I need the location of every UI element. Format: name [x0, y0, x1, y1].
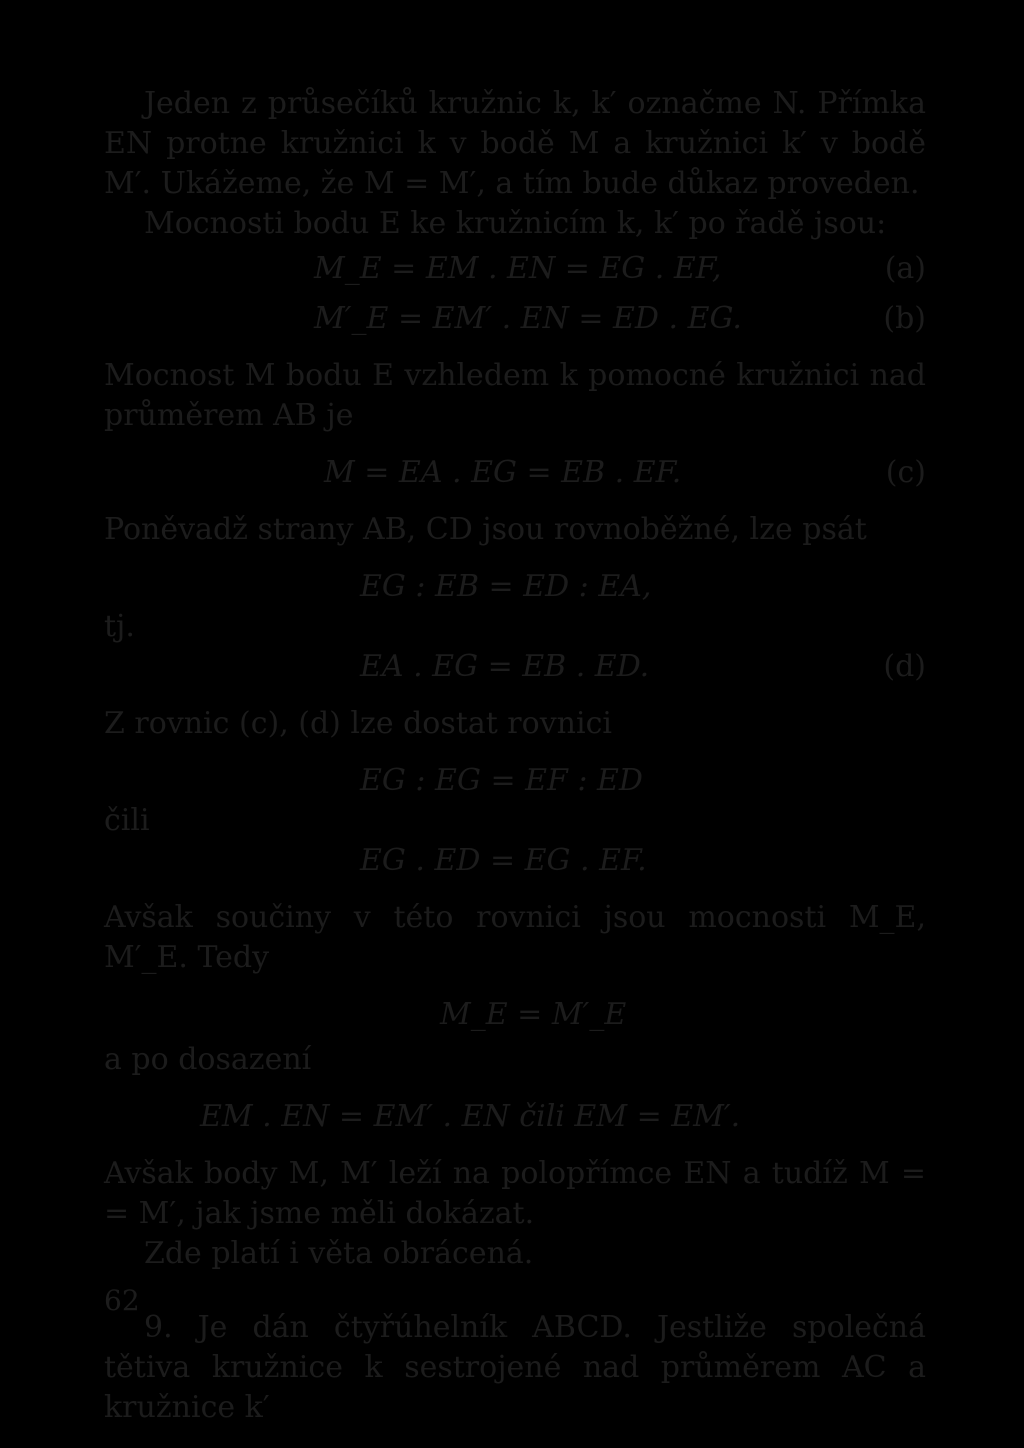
equation-a [104, 244, 926, 294]
equation-a-tag: (a) [884, 251, 926, 286]
equation-proportion [104, 562, 926, 612]
equation-final [104, 1092, 926, 1142]
paragraph-1: Jeden z průsečíků kružnic k, k′ označme N. Přímka EN protne kružnici k v bodě M a kružnici k′ v bodě M′. Ukážeme, že M = M′, a tím bude důkaz proveden. [104, 86, 926, 201]
equation-b-tag: (b) [883, 301, 926, 336]
equation-product [104, 836, 926, 886]
paragraph-8: Zde platí i věta obrácená. [144, 1236, 534, 1271]
equation-d-word: tj. [104, 609, 135, 644]
equation-ratio [104, 756, 926, 806]
equation-final-expression: EM . EN = EM′ . EN čili EM = EM′. [200, 1099, 741, 1134]
equation-me-expression: M_E = M′_E [440, 997, 627, 1032]
paragraph-5: Z rovnic (c), (d) lze dostat rovnici [104, 706, 612, 741]
equation-ratio-expression: EG : EG = EF : ED [360, 763, 643, 798]
equation-c-tag: (c) [885, 455, 926, 490]
equation-proportion-expression: EG : EB = ED : EA, [360, 569, 652, 604]
paragraph-9: 9. Je dán čtyřúhelník ABCD. Jestliže společná tětiva kružnice k sestrojené nad průměrem AC a kružnice k′ [104, 1310, 926, 1425]
equation-prod-label-row [104, 803, 926, 838]
paragraph-4: Poněvadž strany AB, CD jsou rovnoběžné, lze psát [104, 512, 867, 547]
equation-b-expression: M′_E = EM′ . EN = ED . EG. [314, 301, 742, 336]
equation-b [104, 294, 926, 344]
equation-d-expression: EA . EG = EB . ED. [360, 649, 650, 684]
equation-product-expression: EG . ED = EG . EF. [360, 843, 647, 878]
paragraph-7: Avšak body M, M′ leží na polopřímce EN a tudíž M = = M′, jak jsme měli dokázat. [104, 1156, 926, 1231]
equation-a-expression: M_E = EM . EN = EG . EF, [314, 251, 722, 286]
page-number: 62 [104, 1284, 140, 1317]
equation-d-tag: (d) [883, 649, 926, 684]
equation-c-expression: M = EA . EG = EB . EF. [324, 455, 682, 490]
label-after-equation: a po dosazení [104, 1042, 312, 1077]
paragraph-3: Mocnost M bodu E vzhledem k pomocné kružnici nad průměrem AB je [104, 358, 926, 433]
paragraph-2: Mocnosti bodu E ke kružnicím k, k′ po řadě jsou: [144, 206, 887, 241]
paragraph-6: Avšak součiny v této rovnici jsou mocnosti M_E, M′_E. Tedy [104, 900, 926, 975]
equation-d-label-row [104, 609, 926, 644]
equation-me [104, 990, 926, 1040]
equation-d [104, 642, 926, 692]
page-content [104, 84, 926, 1428]
equation-c [104, 448, 926, 498]
equation-prod-word: čili [104, 803, 150, 838]
